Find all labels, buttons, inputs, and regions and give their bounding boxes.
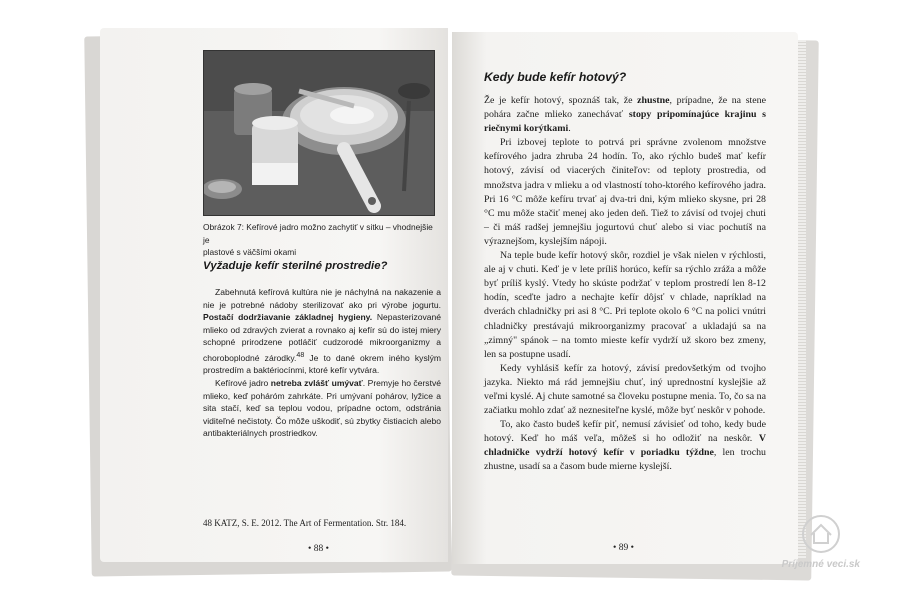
left-body-text <box>203 286 441 440</box>
right-paragraph-3: Na teple bude kefír hotový skôr, rozdiel je však nielen v rýchlosti, ale aj v chuti. Keď je v lete príliš horúco, kefír sa rýchlo zráža a môže byť príliš kyslý. Vtedy ho skúste podržať v teplom prostredí len 8-12 hodín, sceďte jadro a nechajte kefír dôjsť v chlade, napríklad na dverách chladničky pri asi 8 °C. Pri teplote okolo 6 °C na polici vnútri chladničky prestávajú mikroorganizmy pracovať a ukladajú sa na „zimný" spánok – na tomto mieste kefír vydrží už skoro bez zmeny, len sa postupne usadí. <box>484 250 766 360</box>
text-run: . Premyje ho čerstvé mlieko, keď poháróm zahrkáte. Pri umývaní pohárov, lyžice a sita stačí, keď sa teplou vodou, prípadne octom, odstránia viditeľné nečistoty. Čo môže uškodiť, sú zbytky čistiacich alebo antibakteriálnych prostriedkov. <box>203 378 441 439</box>
bold-run: Postačí dodržiavanie základnej hygieny. <box>203 312 373 323</box>
left-paragraph-2 <box>203 377 441 440</box>
text-run: Zabehnutá kefírová kultúra nie je náchylná na nakazenie a nie je potrebné nádoby sterilizovať ako pri výrobe jogurtu. <box>203 287 441 310</box>
footnote: 48 KATZ, S. E. 2012. The Art of Fermentation. Str. 184. <box>203 518 407 528</box>
photo-illustration <box>204 51 434 215</box>
right-paragraph-4: Kedy vyhlásiš kefír za hotový, závisí predovšetkým od tvojho jazyka. Niekto má rád jemnejšiu chuť, iný uprednostní kyslejšie až veľmi kyslé. Aj chute samotné sa človeku postupne menia. To, čo sa na začiatku mohlo zdať až neznesiteľne kyslé, môže byť neskôr v pohode. <box>484 362 766 417</box>
right-page <box>452 32 798 564</box>
right-paragraph-2: Pri izbovej teplote to potrvá pri správne zvolenom množstve kefírového jadra zhruba 24 hodín. To, ako rýchlo budeš mať kefír hotový, závisí od viacerých činiteľov: od teploty prostredia, od množstva jadra v mlieku a od vlastností toho-ktorého kefírového jadra. Pri 16 °C môže kefíru trvať aj dva-tri dni, kým mlieko skysne, pri 28 °C mu môže stačiť menej ako jeden deň. Tiež to závisí od tvojej chuti – či máš radšej jemnejšiu jogurtovú chuť alebo si viac pochutíš na výraznejšom, kyslejším nápoji. <box>484 137 766 247</box>
bold-run: zhustne <box>637 95 670 106</box>
caption-line: plastové s väčšími okami <box>203 247 297 257</box>
text-run: Kefírové jadro <box>215 378 271 388</box>
right-paragraph-1 <box>484 94 766 136</box>
kefir-sieve-photo <box>203 50 435 216</box>
right-body-text <box>484 94 766 475</box>
bold-run: V chladničke vydrží hotový kefír v poriadku týždne <box>484 433 766 459</box>
text-run: Nepasterizované mlieko od zdravých zvierat a rovnako aj kefír sú do istej miery schopné prirodzene potláčiť cudzorodé mikroorganizmy a choroboplodné zárodky. <box>203 312 441 363</box>
text-run: Že je kefír hotový, spoznáš tak, že <box>484 95 638 106</box>
right-section-heading: Kedy bude kefír hotový? <box>484 70 627 84</box>
caption-line: Obrázok 7: Kefírové jadro možno zachytiť v sitku – vhodnejšie je <box>203 222 433 245</box>
watermark <box>782 514 860 570</box>
text-run: Je to dané okrem iného kyslým prostredím a baktériocínmi, ktoré kefír vytvára. <box>203 352 442 376</box>
footnote-ref: 48 <box>296 350 305 359</box>
photo-caption <box>203 221 435 259</box>
page-edges <box>798 40 806 558</box>
page-number-89: • 89 • <box>613 543 634 553</box>
text-run: . <box>568 123 571 135</box>
text-run: , len trochu zhustne, usadí sa a časom bude mierne kyslejší. <box>484 447 766 473</box>
left-paragraph-1 <box>203 286 441 377</box>
text-run: To, ako často budeš kefír piť, nemusí závisieť od toho, kedy bude hotový. Keď ho máš veľa, môžeš si ho odložiť na neskôr. <box>484 419 766 445</box>
left-page <box>100 28 448 562</box>
page-number-88: • 88 • <box>308 544 329 554</box>
watermark-label: Príjemné veci.sk <box>781 559 860 570</box>
text-run: , prípadne, že na stene pohára začne mlieko zanechávať <box>484 95 766 121</box>
house-logo-icon <box>801 514 841 554</box>
right-paragraph-5 <box>484 418 766 474</box>
bold-run: stopy pripomínajúce krajinu s riečnymi korýtkami <box>484 109 767 135</box>
left-section-heading: Vyžaduje kefír sterilné prostredie? <box>203 260 388 272</box>
bold-run: netreba zvlášť umývať <box>270 378 363 388</box>
